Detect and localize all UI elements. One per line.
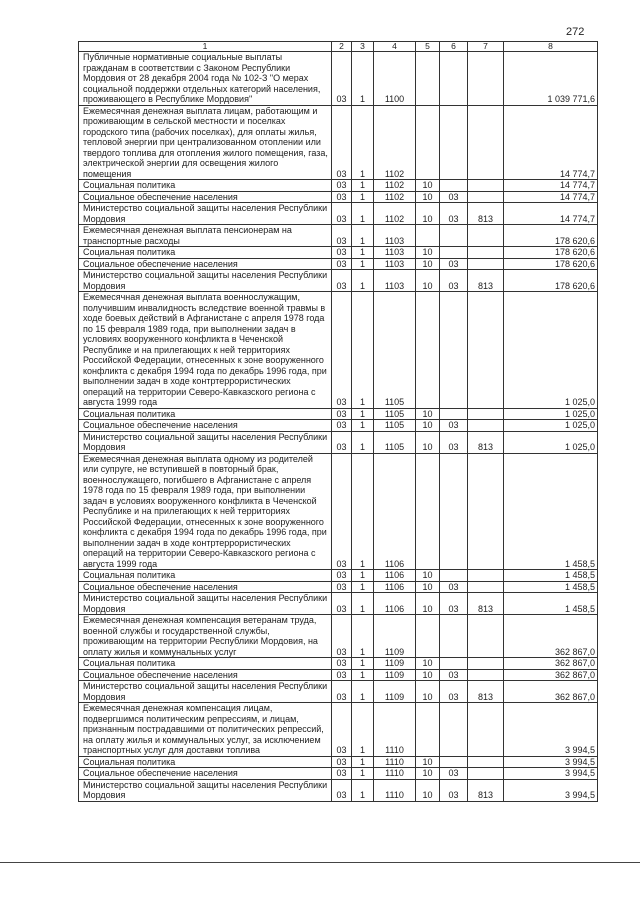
cell-col5: 10: [416, 180, 440, 192]
cell-col4: 1105: [374, 292, 416, 409]
cell-col6: [440, 570, 468, 582]
cell-col3: 1: [352, 756, 374, 768]
cell-col3: 1: [352, 408, 374, 420]
cell-amount: 178 620,6: [504, 258, 598, 270]
cell-col2: 03: [332, 431, 352, 453]
table-row: [79, 453, 598, 570]
column-header: 1: [79, 42, 332, 52]
cell-col6: 03: [440, 203, 468, 225]
cell-col6: [440, 756, 468, 768]
cell-amount: 14 774,7: [504, 180, 598, 192]
cell-col4: 1102: [374, 191, 416, 203]
cell-col6: 03: [440, 593, 468, 615]
cell-col3: 1: [352, 225, 374, 247]
cell-col4: 1110: [374, 703, 416, 757]
cell-col2: 03: [332, 258, 352, 270]
cell-col5: 10: [416, 408, 440, 420]
cell-col6: 03: [440, 669, 468, 681]
cell-amount: 1 458,5: [504, 593, 598, 615]
cell-col5: [416, 292, 440, 409]
cell-col4: 1102: [374, 203, 416, 225]
cell-col2: 03: [332, 615, 352, 658]
cell-col7: 813: [468, 203, 504, 225]
cell-col4: 1105: [374, 408, 416, 420]
cell-col4: 1105: [374, 431, 416, 453]
row-name: Министерство социальной защиты населения Республики Мордовия: [79, 779, 332, 801]
cell-col6: [440, 703, 468, 757]
row-name: Ежемесячная денежная выплата лицам, работающим и проживающим в сельской местности и поселках городского типа (рабочих поселках), для оплаты жилья, тепловой энергии при централизованном отоплении или твердого топлива для отопления жилого помещения, газа, электрической энергии для освещения жилого помещения: [79, 105, 332, 180]
cell-col4: 1103: [374, 270, 416, 292]
cell-col7: [468, 292, 504, 409]
cell-col5: 10: [416, 756, 440, 768]
table-row: [79, 658, 598, 670]
cell-col3: 1: [352, 593, 374, 615]
table-row: [79, 203, 598, 225]
column-header: 6: [440, 42, 468, 52]
cell-col5: 10: [416, 581, 440, 593]
cell-col3: 1: [352, 658, 374, 670]
cell-col7: [468, 768, 504, 780]
cell-col7: [468, 191, 504, 203]
cell-col7: 813: [468, 431, 504, 453]
cell-col5: [416, 615, 440, 658]
cell-col3: 1: [352, 191, 374, 203]
cell-amount: 14 774,7: [504, 191, 598, 203]
cell-col4: 1110: [374, 779, 416, 801]
cell-col7: [468, 52, 504, 106]
row-name: Министерство социальной защиты населения Республики Мордовия: [79, 431, 332, 453]
cell-col2: 03: [332, 681, 352, 703]
table-row: [79, 681, 598, 703]
cell-col6: [440, 105, 468, 180]
cell-col2: 03: [332, 270, 352, 292]
table-row: [79, 258, 598, 270]
row-name: Министерство социальной защиты населения Республики Мордовия: [79, 270, 332, 292]
row-name: Министерство социальной защиты населения Республики Мордовия: [79, 203, 332, 225]
cell-col4: 1109: [374, 669, 416, 681]
cell-col7: [468, 669, 504, 681]
cell-col4: 1105: [374, 420, 416, 432]
cell-col3: 1: [352, 270, 374, 292]
cell-col3: 1: [352, 105, 374, 180]
cell-col4: 1110: [374, 756, 416, 768]
cell-col4: 1100: [374, 52, 416, 106]
cell-col2: 03: [332, 225, 352, 247]
row-name: Социальная политика: [79, 756, 332, 768]
cell-col3: 1: [352, 420, 374, 432]
cell-col5: 10: [416, 270, 440, 292]
row-name: Ежемесячная денежная выплата военнослужащим, получившим инвалидность вследствие военной травмы в ходе боевых действий в Афганистане с апреля 1978 года по 15 февраля 1989 года, при выполнении задач в условиях вооруженного конфликта в Чеченской Республике и на прилегающих к ней территориях Российской Федерации, отнесенных к зоне вооруженного конфликта с декабря 1994 года по декабрь 1996 года, при выполнении задач в ходе контртеррористических операций на территории Северо-Кавказского региона с августа 1999 года: [79, 292, 332, 409]
column-header: 8: [504, 42, 598, 52]
cell-col7: [468, 105, 504, 180]
cell-col4: 1102: [374, 180, 416, 192]
cell-col3: 1: [352, 180, 374, 192]
cell-amount: 1 458,5: [504, 453, 598, 570]
cell-col2: 03: [332, 703, 352, 757]
table-row: [79, 180, 598, 192]
cell-col5: [416, 703, 440, 757]
table-row: [79, 593, 598, 615]
cell-col2: 03: [332, 247, 352, 259]
cell-amount: 3 994,5: [504, 756, 598, 768]
cell-col7: [468, 570, 504, 582]
cell-amount: 1 458,5: [504, 570, 598, 582]
cell-col4: 1103: [374, 225, 416, 247]
column-header: 5: [416, 42, 440, 52]
header-row: [79, 42, 598, 52]
cell-col3: 1: [352, 431, 374, 453]
cell-col2: 03: [332, 180, 352, 192]
table-row: [79, 105, 598, 180]
cell-col2: 03: [332, 191, 352, 203]
cell-col2: 03: [332, 105, 352, 180]
table-row: [79, 756, 598, 768]
cell-col3: 1: [352, 669, 374, 681]
cell-col7: 813: [468, 779, 504, 801]
row-name: Социальное обеспечение населения: [79, 669, 332, 681]
cell-col3: 1: [352, 768, 374, 780]
cell-col4: 1106: [374, 593, 416, 615]
budget-table: [78, 41, 598, 802]
cell-col5: 10: [416, 258, 440, 270]
cell-col7: [468, 420, 504, 432]
cell-col5: 10: [416, 658, 440, 670]
cell-amount: 178 620,6: [504, 247, 598, 259]
row-name: Социальная политика: [79, 408, 332, 420]
table-row: [79, 292, 598, 409]
cell-col3: 1: [352, 779, 374, 801]
cell-col5: 10: [416, 570, 440, 582]
row-name: Социальное обеспечение населения: [79, 258, 332, 270]
cell-col6: 03: [440, 191, 468, 203]
table-row: [79, 52, 598, 106]
cell-col6: 03: [440, 270, 468, 292]
table-row: [79, 703, 598, 757]
cell-col6: [440, 658, 468, 670]
cell-amount: 1 039 771,6: [504, 52, 598, 106]
page-number: 272: [566, 26, 585, 38]
cell-col5: 10: [416, 681, 440, 703]
row-name: Ежемесячная денежная выплата пенсионерам на транспортные расходы: [79, 225, 332, 247]
cell-col3: 1: [352, 703, 374, 757]
cell-col5: [416, 225, 440, 247]
row-name: Социальная политика: [79, 247, 332, 259]
cell-col7: [468, 756, 504, 768]
cell-col7: 813: [468, 270, 504, 292]
cell-col6: [440, 292, 468, 409]
cell-amount: 1 025,0: [504, 292, 598, 409]
cell-amount: 362 867,0: [504, 658, 598, 670]
cell-col3: 1: [352, 681, 374, 703]
row-name: Социальное обеспечение населения: [79, 191, 332, 203]
cell-col5: 10: [416, 203, 440, 225]
table-row: [79, 247, 598, 259]
cell-col4: 1103: [374, 247, 416, 259]
cell-col6: [440, 225, 468, 247]
cell-col2: 03: [332, 658, 352, 670]
cell-amount: 1 025,0: [504, 408, 598, 420]
column-header: 7: [468, 42, 504, 52]
row-name: Социальное обеспечение населения: [79, 581, 332, 593]
cell-col6: 03: [440, 258, 468, 270]
cell-col7: [468, 180, 504, 192]
cell-col6: 03: [440, 431, 468, 453]
cell-amount: 14 774,7: [504, 105, 598, 180]
cell-col5: 10: [416, 593, 440, 615]
cell-amount: 3 994,5: [504, 779, 598, 801]
column-header: 3: [352, 42, 374, 52]
row-name: Ежемесячная денежная компенсация лицам, подвергшимся политическим репрессиям, и лицам, признанным пострадавшими от политических репрессий, на оплату жилья и коммунальных услуг, за исключением транспортных услуг для доставки топлива: [79, 703, 332, 757]
row-name: Социальная политика: [79, 570, 332, 582]
row-name: Социальное обеспечение населения: [79, 420, 332, 432]
table-row: [79, 779, 598, 801]
table-row: [79, 270, 598, 292]
cell-amount: 178 620,6: [504, 225, 598, 247]
row-name: Публичные нормативные социальные выплаты гражданам в соответствии с Законом Республики Мордовия от 28 декабря 2004 года № 102-З "О мерах социальной поддержки отдельных категорий населения, проживающего в Республике Мордовия": [79, 52, 332, 106]
cell-col6: [440, 180, 468, 192]
cell-col7: 813: [468, 681, 504, 703]
table-row: [79, 768, 598, 780]
cell-amount: 3 994,5: [504, 768, 598, 780]
row-name: Социальная политика: [79, 180, 332, 192]
cell-col3: 1: [352, 52, 374, 106]
cell-col2: 03: [332, 756, 352, 768]
table-row: [79, 408, 598, 420]
cell-col3: 1: [352, 570, 374, 582]
cell-amount: 1 025,0: [504, 431, 598, 453]
cell-col4: 1106: [374, 453, 416, 570]
cell-col5: [416, 453, 440, 570]
row-name: Ежемесячная денежная выплата одному из родителей или супруге, не вступившей в повторный брак, военнослужащего, погибшего в Афганистане с апреля 1978 года по 15 февраля 1989 года, при выполнении задач в условиях вооруженного конфликта в Чеченской Республике и на прилегающих к ней территориях Российской Федерации, отнесенных к зоне вооруженного конфликта с декабря 1994 года по декабрь 1996 года, при выполнении задач в ходе контртеррористических операций на территории Северо-Кавказского региона с августа 1999 года: [79, 453, 332, 570]
cell-col2: 03: [332, 52, 352, 106]
cell-amount: 178 620,6: [504, 270, 598, 292]
cell-col7: 813: [468, 593, 504, 615]
cell-col4: 1109: [374, 615, 416, 658]
cell-amount: 14 774,7: [504, 203, 598, 225]
cell-col6: [440, 408, 468, 420]
column-header: 4: [374, 42, 416, 52]
row-name: Ежемесячная денежная компенсация ветеранам труда, военной службы и государственной службы, проживающим на территории Республики Мордовия, на оплату жилья и коммунальных услуг: [79, 615, 332, 658]
cell-amount: 1 458,5: [504, 581, 598, 593]
cell-col7: [468, 581, 504, 593]
cell-col4: 1102: [374, 105, 416, 180]
cell-col6: 03: [440, 779, 468, 801]
cell-col5: 10: [416, 779, 440, 801]
cell-col5: 10: [416, 431, 440, 453]
cell-col3: 1: [352, 292, 374, 409]
table-row: [79, 191, 598, 203]
cell-col6: 03: [440, 581, 468, 593]
table-row: [79, 570, 598, 582]
cell-col4: 1106: [374, 570, 416, 582]
cell-col4: 1110: [374, 768, 416, 780]
cell-col4: 1109: [374, 658, 416, 670]
table-row: [79, 669, 598, 681]
cell-col6: [440, 52, 468, 106]
cell-col2: 03: [332, 203, 352, 225]
cell-col7: [468, 658, 504, 670]
cell-col2: 03: [332, 408, 352, 420]
cell-amount: 3 994,5: [504, 703, 598, 757]
cell-col3: 1: [352, 615, 374, 658]
cell-col3: 1: [352, 258, 374, 270]
cell-col4: 1106: [374, 581, 416, 593]
cell-col5: 10: [416, 191, 440, 203]
cell-col2: 03: [332, 581, 352, 593]
cell-col5: [416, 52, 440, 106]
table-row: [79, 420, 598, 432]
column-header: 2: [332, 42, 352, 52]
row-name: Социальное обеспечение населения: [79, 768, 332, 780]
cell-col2: 03: [332, 292, 352, 409]
cell-col6: 03: [440, 768, 468, 780]
cell-col5: 10: [416, 768, 440, 780]
cell-col4: 1103: [374, 258, 416, 270]
cell-col7: [468, 225, 504, 247]
row-name: Министерство социальной защиты населения Республики Мордовия: [79, 681, 332, 703]
cell-col5: 10: [416, 669, 440, 681]
cell-col5: 10: [416, 420, 440, 432]
cell-col3: 1: [352, 453, 374, 570]
cell-col6: 03: [440, 681, 468, 703]
cell-col7: [468, 247, 504, 259]
cell-amount: 362 867,0: [504, 669, 598, 681]
cell-col6: 03: [440, 420, 468, 432]
cell-col6: [440, 247, 468, 259]
table-row: [79, 581, 598, 593]
cell-col2: 03: [332, 779, 352, 801]
cell-col3: 1: [352, 581, 374, 593]
row-name: Социальная политика: [79, 658, 332, 670]
cell-col2: 03: [332, 420, 352, 432]
row-name: Министерство социальной защиты населения Республики Мордовия: [79, 593, 332, 615]
table-row: [79, 431, 598, 453]
cell-col3: 1: [352, 247, 374, 259]
table-row: [79, 225, 598, 247]
table-row: [79, 615, 598, 658]
cell-col7: [468, 453, 504, 570]
cell-col7: [468, 258, 504, 270]
cell-col2: 03: [332, 768, 352, 780]
cell-amount: 362 867,0: [504, 615, 598, 658]
table-body: [79, 52, 598, 802]
page-bottom-rule: [0, 862, 640, 863]
cell-col2: 03: [332, 669, 352, 681]
cell-col2: 03: [332, 593, 352, 615]
cell-col4: 1109: [374, 681, 416, 703]
cell-col5: 10: [416, 247, 440, 259]
cell-col7: [468, 615, 504, 658]
cell-col5: [416, 105, 440, 180]
cell-col3: 1: [352, 203, 374, 225]
cell-col2: 03: [332, 570, 352, 582]
cell-col6: [440, 453, 468, 570]
cell-amount: 1 025,0: [504, 420, 598, 432]
cell-col6: [440, 615, 468, 658]
cell-col2: 03: [332, 453, 352, 570]
cell-col7: [468, 408, 504, 420]
cell-col7: [468, 703, 504, 757]
cell-amount: 362 867,0: [504, 681, 598, 703]
